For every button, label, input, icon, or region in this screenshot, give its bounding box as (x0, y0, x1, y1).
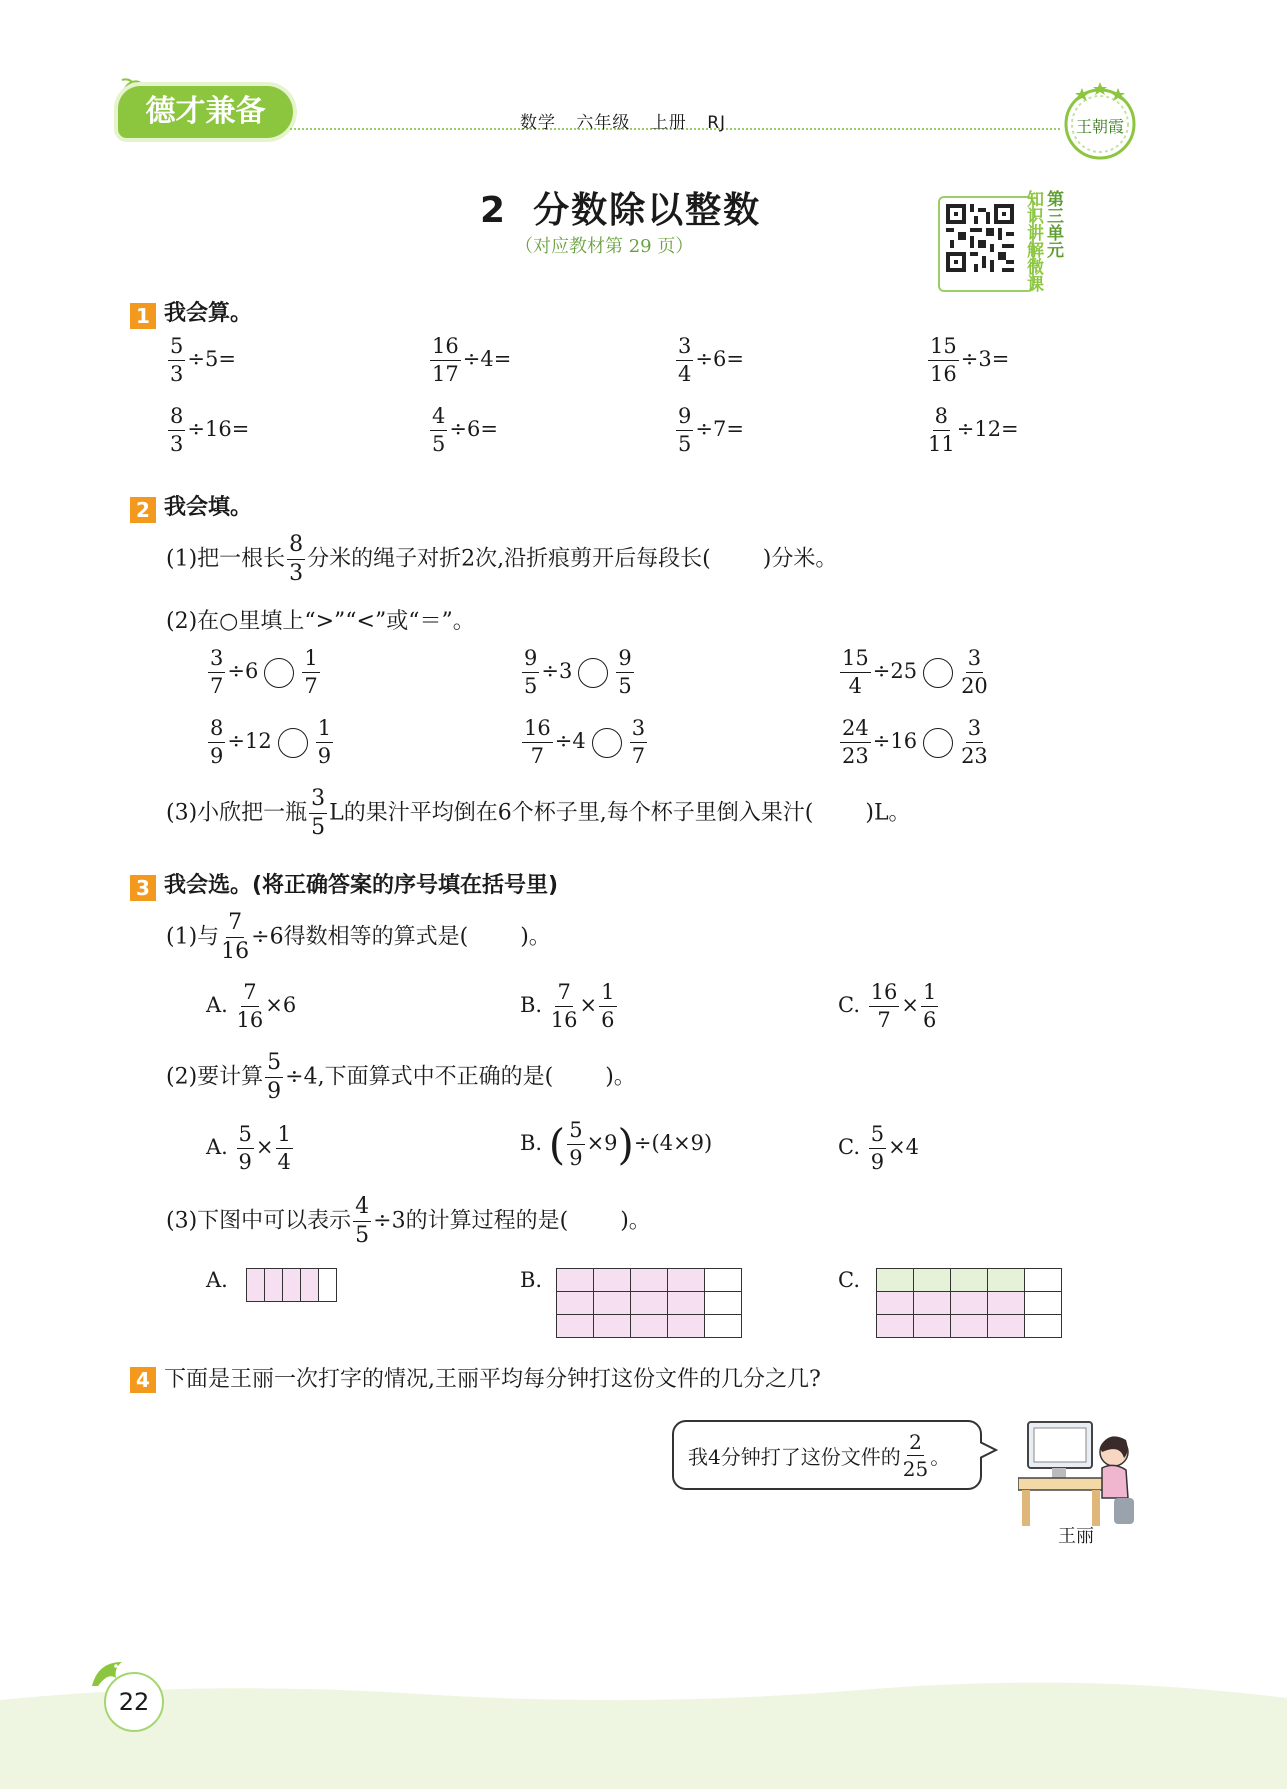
page-title (480, 182, 761, 233)
header-volume: 上册 (650, 113, 687, 133)
section-4-number: 4 (130, 1367, 156, 1393)
author-logo-text: 王朝霞 (1075, 117, 1125, 136)
speech-bubble: 我4分钟打了这份文件的 $\frac{2}{25}$ 。 (672, 1420, 982, 1490)
choice-question-2: (2)要计算 $\frac{5}{9}$ ÷4,下面算式中不正确的是( )。 (166, 1050, 636, 1104)
option-a-label[interactable]: A. (206, 1268, 228, 1292)
calc-item: $\frac{8}{11}$ ÷12= (928, 404, 1019, 456)
compare-circle[interactable] (923, 728, 953, 758)
calc-item: $\frac{8}{3}$ ÷16= (170, 404, 250, 456)
compare-circle[interactable] (923, 658, 953, 688)
calc-item: $\frac{5}{3}$ ÷5= (170, 334, 236, 386)
footer-wave (0, 1680, 1287, 1789)
section-3-number: 3 (130, 875, 156, 901)
option-a[interactable]: A. $\frac{7}{16}$ ×6 (206, 980, 297, 1032)
calc-item: $\frac{16}{17}$ ÷4= (432, 334, 512, 386)
fill-question-2: (2)在○里填上“>”“<”或“＝”。 (166, 609, 475, 634)
header-subject: 数学 (520, 113, 556, 133)
option-b-diagram (556, 1268, 742, 1338)
option-b[interactable]: B. $\frac{7}{16}$ × $\frac{1}{6}$ (520, 980, 615, 1032)
section-2-number: 2 (130, 497, 156, 523)
section-4-header (130, 1362, 821, 1393)
fill-question-1: (1)把一根长 $\frac{8}{3}$ 分米的绳子对折2次,沿折痕剪开后每段长( )分米。 (166, 532, 838, 586)
header-grade: 六年级 (576, 113, 631, 133)
qr-code-icon (946, 204, 1014, 272)
brand-badge: 德才兼备 (118, 86, 293, 138)
choice-question-1: (1)与 $\frac{7}{16}$ ÷6得数相等的算式是( )。 (166, 910, 551, 964)
person-name: 王丽 (1058, 1526, 1094, 1547)
option-a[interactable]: A. $\frac{5}{9}$ × $\frac{1}{4}$ (206, 1122, 291, 1174)
option-c-label[interactable]: C. (838, 1268, 860, 1292)
compare-circle[interactable] (592, 728, 622, 758)
compare-item: $\frac{15}{4}$ ÷25 $\frac{3}{20}$ (842, 646, 988, 698)
compare-item: $\frac{9}{5}$ ÷3 $\frac{9}{5}$ (524, 646, 632, 698)
section-3-header (130, 868, 558, 901)
header-edition: RJ (707, 113, 727, 133)
unit-label: 第三单元 (1043, 190, 1063, 258)
section-2-title: 我会填。 (164, 495, 253, 520)
header-info (520, 108, 740, 133)
section-3-title: 我会选。(将正确答案的序号填在括号里) (164, 873, 559, 898)
choice-question-3: (3)下图中可以表示 $\frac{4}{5}$ ÷3的计算过程的是( )。 (166, 1194, 651, 1248)
option-c-diagram (876, 1268, 1062, 1338)
option-b-label[interactable]: B. (520, 1268, 543, 1292)
option-c[interactable]: C. $\frac{16}{7}$ × $\frac{1}{6}$ (838, 980, 937, 1032)
section-1-title: 我会算。 (164, 301, 253, 326)
author-logo (1060, 78, 1140, 162)
qr-code[interactable] (938, 196, 1034, 292)
girl-at-computer-icon (1018, 1418, 1136, 1528)
calc-item: $\frac{4}{5}$ ÷6= (432, 404, 498, 456)
fill-question-3: (3)小欣把一瓶 $\frac{3}{5}$ L的果汁平均倒在6个杯子里,每个杯子里倒入果汁( )L。 (166, 786, 911, 840)
page-subtitle: （对应教材第 29 页） (515, 236, 694, 257)
option-a-diagram (246, 1268, 337, 1302)
calc-item: $\frac{3}{4}$ ÷6= (678, 334, 744, 386)
micro-lesson-label: 知识讲解微课 (1023, 190, 1043, 292)
option-b[interactable]: B. ( $\frac{5}{9}$ ×9)÷(4×9) (520, 1118, 713, 1170)
section-1-header (130, 296, 252, 329)
compare-circle[interactable] (264, 658, 294, 688)
section-2-header (130, 490, 252, 523)
section-1-number: 1 (130, 303, 156, 329)
lesson-number: 2 (480, 190, 508, 231)
calc-item: $\frac{9}{5}$ ÷7= (678, 404, 744, 456)
compare-item: $\frac{3}{7}$ ÷6 $\frac{1}{7}$ (210, 646, 318, 698)
calc-item: $\frac{15}{16}$ ÷3= (930, 334, 1010, 386)
compare-item: $\frac{24}{23}$ ÷16 $\frac{3}{23}$ (842, 716, 988, 768)
compare-item: $\frac{8}{9}$ ÷12 $\frac{1}{9}$ (210, 716, 332, 768)
option-c[interactable]: C. $\frac{5}{9}$ ×4 (838, 1122, 920, 1174)
lesson-title: 分数除以整数 (533, 190, 762, 231)
compare-circle[interactable] (278, 728, 308, 758)
page-number: 22 (104, 1672, 164, 1732)
section-4-text: 下面是王丽一次打字的情况,王丽平均每分钟打这份文件的几分之几? (164, 1367, 821, 1392)
compare-circle[interactable] (578, 658, 608, 688)
compare-item: $\frac{16}{7}$ ÷4 $\frac{3}{7}$ (524, 716, 646, 768)
bubble-tail (980, 1442, 998, 1460)
